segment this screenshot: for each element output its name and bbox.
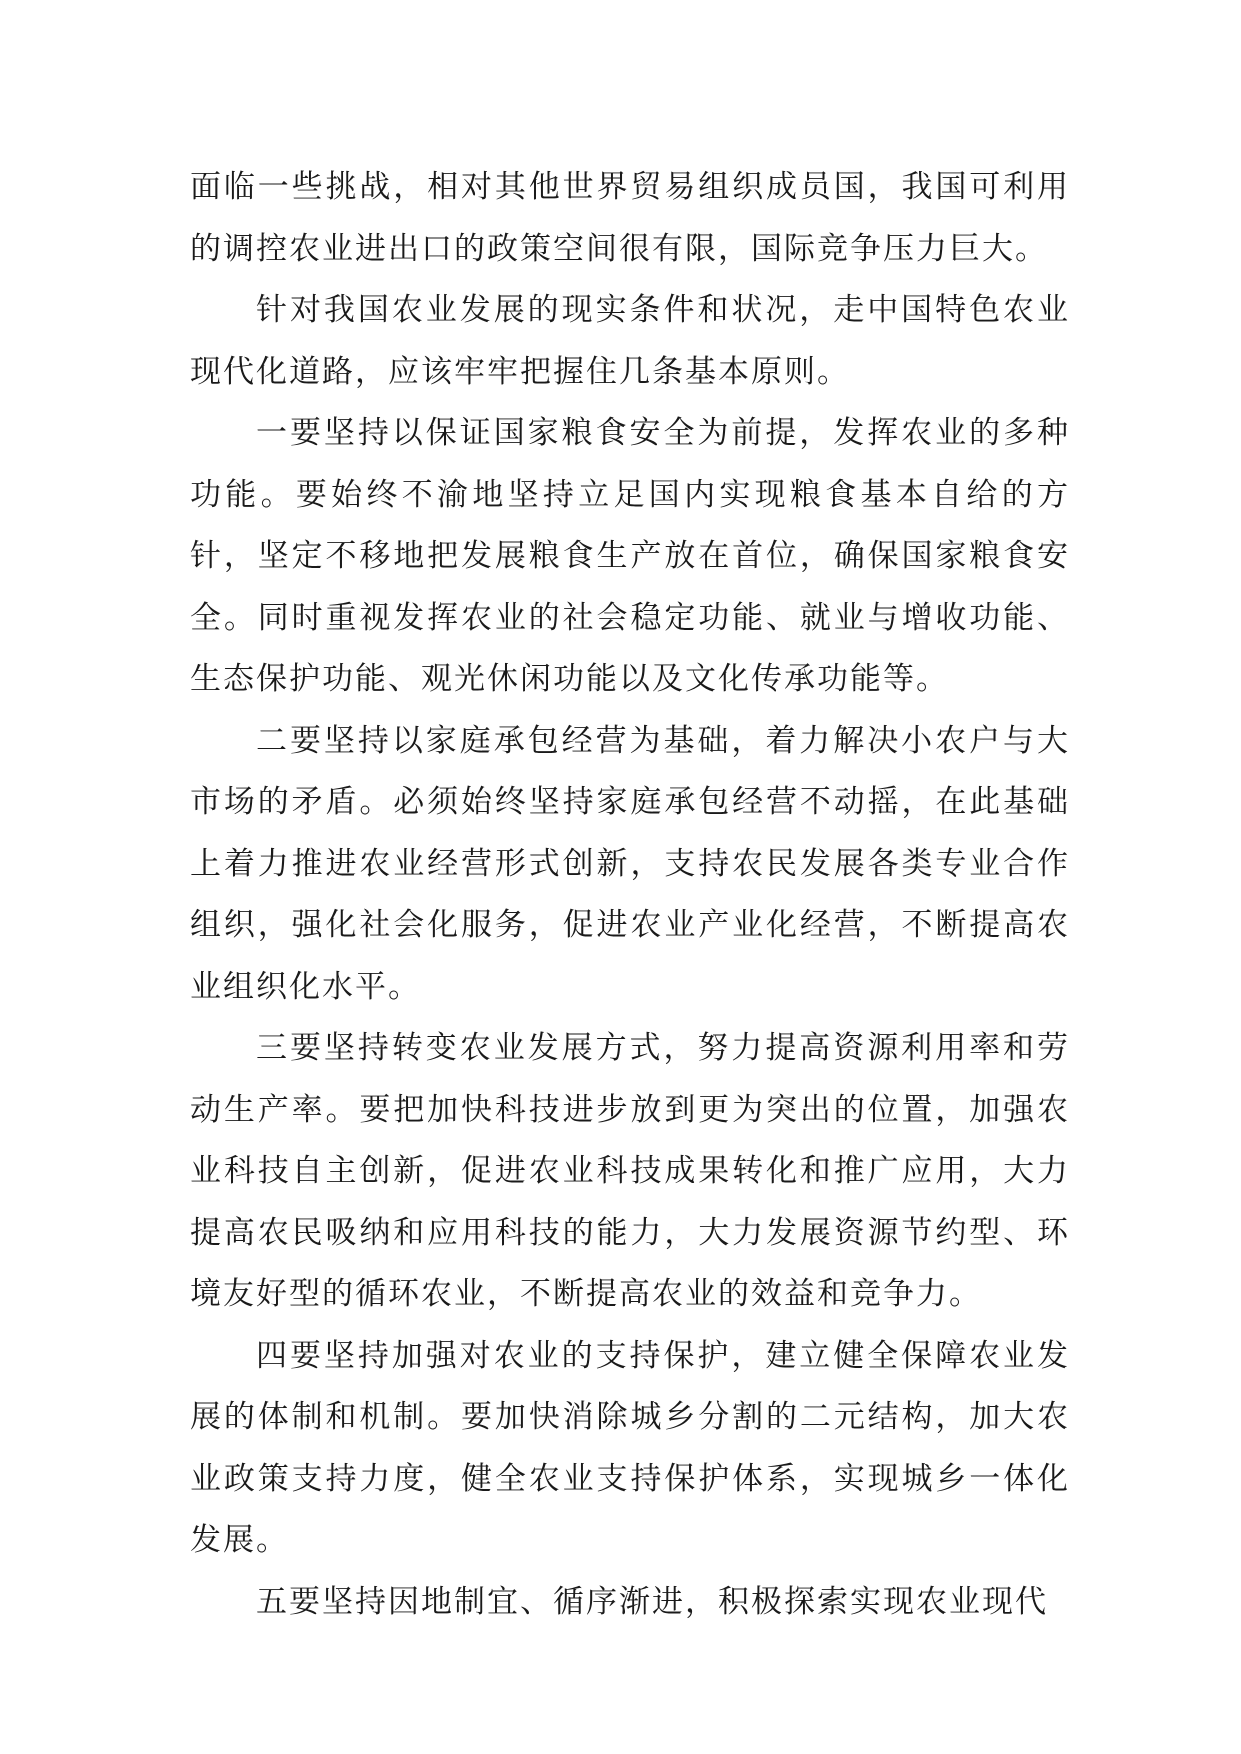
document-body [190,157,1070,1633]
paragraph-challenges: 面临一些挑战，相对其他世界贸易组织成员国，我国可利用的调控农业进出口的政策空间很有限，国际竞争压力巨大。 [190,169,1070,267]
paragraph-principles-intro: 针对我国农业发展的现实条件和状况，走中国特色农业现代化道路，应该牢牢把握住几条基本原则。 [190,292,1070,390]
paragraph-principle-one: 一要坚持以保证国家粮食安全为前提，发挥农业的多种功能。要始终不渝地坚持立足国内实现粮食基本自给的方针，坚定不移地把发展粮食生产放在首位，确保国家粮食安全。同时重视发挥农业的社会稳定功能、就业与增收功能、生态保护功能、观光休闲功能以及文化传承功能等。 [190,415,1070,697]
paragraph-principle-two: 二要坚持以家庭承包经营为基础，着力解决小农户与大市场的矛盾。必须始终坚持家庭承包经营不动摇，在此基础上着力推进农业经营形式创新，支持农民发展各类专业合作组织，强化社会化服务，促进农业产业化经营，不断提高农业组织化水平。 [190,722,1070,1005]
paragraph-principle-three: 三要坚持转变农业发展方式，努力提高资源利用率和劳动生产率。要把加快科技进步放到更为突出的位置，加强农业科技自主创新，促进农业科技成果转化和推广应用，大力提高农民吸纳和应用科技的能力，大力发展资源节约型、环境友好型的循环农业，不断提高农业的效益和竞争力。 [190,1030,1070,1312]
paragraph-principle-four: 四要坚持加强对农业的支持保护，建立健全保障农业发展的体制和机制。要加快消除城乡分割的二元结构，加大农业政策支持力度，健全农业支持保护体系，实现城乡一体化发展。 [190,1337,1070,1558]
paragraph-principle-five: 五要坚持因地制宜、循序渐进，积极探索实现农业现代 [256,1583,1048,1620]
